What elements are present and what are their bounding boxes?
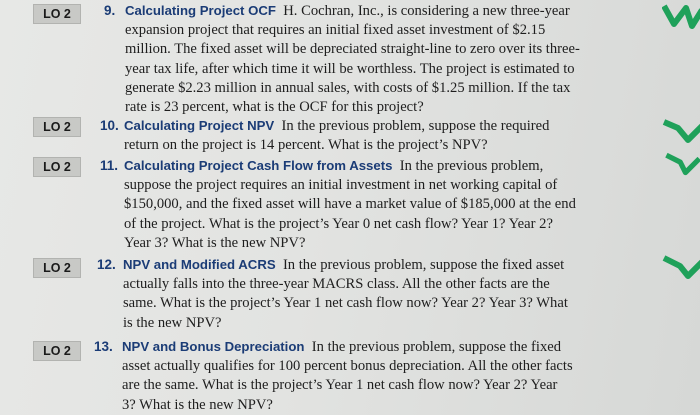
problem-text-line: In the previous problem, suppose the fixed asset: [282, 257, 565, 273]
problem-first-line: [124, 116, 664, 136]
problem-text-line: asset actually qualifies for 100 percent bonus depreciation. All the other facts: [122, 358, 573, 375]
problem-number: 13.: [94, 339, 113, 354]
lo-badge: LO 2: [33, 157, 81, 177]
problem-first-line: [123, 255, 664, 275]
problem-text-line: expansion project that requires an initial fixed asset investment of $2.15: [125, 22, 546, 39]
checkmark-icon: [662, 254, 700, 280]
lo-badge: LO 2: [33, 341, 81, 361]
problem-number: 12.: [97, 257, 116, 272]
problem-10: [100, 116, 664, 155]
problem-text-line: is the new NPV?: [123, 314, 222, 331]
problem-11: [100, 156, 664, 253]
problem-9: [104, 1, 664, 117]
problem-text-line: 3? What is the new NPV?: [122, 396, 273, 413]
checkmark-icon: [662, 150, 700, 176]
problem-number: 9.: [104, 3, 116, 18]
problem-text-line: In the previous problem, suppose the required: [281, 118, 550, 134]
problem-title: Calculating Project OCF: [125, 3, 276, 18]
checkmark-icon: [662, 4, 700, 30]
problem-text-line: In the previous problem,: [399, 158, 544, 174]
problem-title: NPV and Modified ACRS: [123, 257, 276, 272]
problem-text-line: Year 3? What is the new NPV?: [124, 234, 306, 251]
problem-title: NPV and Bonus Depreciation: [122, 339, 305, 354]
problem-text-line: actually falls into the three-year MACRS class. All the other facts are the: [123, 276, 550, 293]
problem-13: [94, 337, 664, 415]
problem-text-line: are the same. What is the project’s Year 1 net cash flow now? Year 2? Year: [122, 377, 558, 394]
problem-text-line: of the project. What is the project’s Year 0 net cash flow? Year 1? Year 2?: [124, 215, 553, 232]
problem-title: Calculating Project Cash Flow from Assets: [124, 158, 393, 173]
problem-number: 10.: [100, 118, 119, 133]
lo-badge: LO 2: [33, 4, 81, 24]
problem-text-line: $150,000, and the fixed asset will have a market value of $185,000 at the end: [124, 196, 576, 213]
problem-text-line: suppose the project requires an initial investment in net working capital of: [124, 177, 558, 194]
problem-title: Calculating Project NPV: [124, 118, 275, 133]
problem-text-line: year tax life, after which time it will be worthless. The project is estimated to: [125, 60, 575, 77]
problem-text-line: rate is 23 percent, what is the OCF for this project?: [125, 99, 424, 116]
problem-number: 11.: [100, 158, 119, 173]
lo-badge: LO 2: [33, 117, 81, 137]
lo-badge: LO 2: [33, 258, 81, 278]
problem-text-line: return on the project is 14 percent. What is the project’s NPV?: [124, 137, 488, 154]
problem-text-line: generate $2.23 million in annual sales, with costs of $1.25 million. If the tax: [125, 79, 571, 96]
problem-text-line: H. Cochran, Inc., is considering a new three-year: [283, 3, 570, 19]
problem-first-line: [125, 1, 664, 21]
problem-text-line: same. What is the project’s Year 1 net cash flow now? Year 2? Year 3? What: [123, 295, 568, 312]
problem-12: [97, 255, 664, 333]
problem-first-line: [124, 156, 664, 176]
checkmark-icon: [662, 118, 700, 144]
problem-first-line: [122, 337, 664, 357]
problem-text-line: million. The fixed asset will be depreciated straight-line to zero over its three-: [125, 41, 580, 58]
problem-text-line: In the previous problem, suppose the fixed: [311, 339, 562, 355]
